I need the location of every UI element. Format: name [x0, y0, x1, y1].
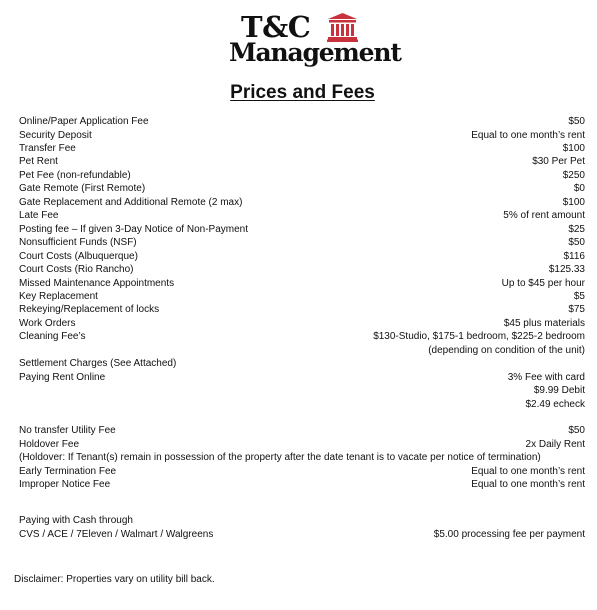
fee-value: 3% Fee with card — [507, 372, 585, 383]
fee-row — [19, 438, 585, 452]
fee-label: Gate Replacement and Additional Remote (2 max) — [19, 196, 243, 208]
logo-text-management: Management — [229, 38, 401, 67]
fee-value: Equal to one month’s rent — [471, 129, 585, 141]
fee-value: $250 — [562, 169, 585, 181]
fee-row — [19, 371, 585, 385]
fee-label: Posting fee – If given 3-Day Notice of Non-Payment — [19, 223, 249, 235]
fee-row — [19, 223, 585, 237]
fee-value: $75 — [568, 304, 585, 315]
fee-row — [19, 182, 585, 196]
fee-value: $130-Studio, $175-1 bedroom, $225-2 bedroom — [373, 331, 585, 342]
fee-row — [19, 277, 585, 291]
cash-payment-heading: Paying with Cash through — [19, 515, 133, 526]
fee-row — [19, 330, 585, 344]
fee-label: Security Deposit — [19, 129, 92, 141]
fee-row — [19, 236, 585, 250]
fee-row — [19, 424, 585, 438]
fee-row — [19, 209, 585, 223]
fee-label: Paying Rent Online — [19, 372, 106, 383]
fee-row — [19, 169, 585, 183]
fee-value: $0 — [573, 183, 585, 194]
fee-label: Gate Remote (First Remote) — [19, 183, 146, 194]
fee-label: Court Costs (Albuquerque) — [19, 250, 138, 262]
fee-value: $9.99 Debit — [533, 385, 585, 396]
logo-text-tc: T&C — [241, 10, 311, 44]
company-logo — [229, 10, 401, 69]
fee-label: Rekeying/Replacement of locks — [19, 304, 160, 315]
fee-label: CVS / ACE / 7Eleven / Walmart / Walgreens — [19, 529, 214, 540]
fee-label: Online/Paper Application Fee — [19, 116, 149, 127]
fee-label: Early Termination Fee — [19, 465, 117, 477]
settlement-charges: Settlement Charges (See Attached) — [19, 358, 177, 369]
fee-value: 2x Daily Rent — [525, 438, 585, 450]
fee-label: Late Fee — [19, 210, 59, 221]
fee-label: Cleaning Fee’s — [19, 331, 86, 342]
fee-label: Pet Rent — [19, 156, 58, 167]
fee-value: $30 Per Pet — [532, 156, 585, 167]
fee-row — [19, 129, 585, 143]
fee-value: Equal to one month’s rent — [471, 479, 585, 490]
fee-value: $25 — [568, 223, 585, 235]
fee-value: $125.33 — [548, 264, 585, 275]
fee-value: $50 — [568, 237, 585, 248]
fee-value: $5 — [573, 291, 585, 302]
fee-label: Key Replacement — [19, 291, 98, 302]
fee-value: $50 — [568, 116, 585, 127]
fee-row — [19, 250, 585, 264]
cleaning-note: (depending on condition of the unit) — [428, 345, 585, 356]
fee-value: $2.49 echeck — [525, 398, 585, 410]
fee-value: 5% of rent amount — [503, 210, 585, 221]
fee-label: Court Costs (Rio Rancho) — [19, 264, 134, 275]
fee-row — [19, 263, 585, 277]
fee-row — [19, 528, 585, 542]
fee-row — [19, 303, 585, 317]
fee-row — [19, 196, 585, 210]
fee-row — [19, 115, 585, 129]
fee-row — [19, 155, 585, 169]
fee-label: Pet Fee (non-refundable) — [19, 169, 131, 181]
fee-value: $116 — [563, 250, 585, 262]
fee-row — [19, 317, 585, 331]
fee-label: Work Orders — [19, 317, 76, 329]
fee-value: Up to $45 per hour — [501, 277, 585, 289]
fee-row — [19, 465, 585, 479]
fee-value: $50 — [568, 425, 585, 436]
disclaimer: Disclaimer: Properties vary on utility bill back. — [14, 574, 215, 585]
fee-label: Nonsufficient Funds (NSF) — [19, 237, 137, 248]
page-title: Prices and Fees — [230, 82, 375, 103]
fee-row — [19, 142, 585, 156]
fee-row — [19, 478, 585, 492]
fee-value: $100 — [562, 143, 585, 154]
fee-label: Holdover Fee — [19, 438, 80, 450]
fee-value: $45 plus materials — [503, 317, 585, 329]
fee-label: Improper Notice Fee — [19, 479, 111, 490]
fee-value: $5.00 processing fee per payment — [433, 529, 585, 540]
fee-row — [19, 290, 585, 304]
holdover-note: (Holdover: If Tenant(s) remain in possession of the property after the date tenant is to vacate per notice of termination) — [19, 452, 541, 463]
fee-label: No transfer Utility Fee — [19, 425, 116, 436]
fee-label: Missed Maintenance Appointments — [19, 277, 175, 289]
fee-value: $100 — [562, 196, 585, 208]
fee-label: Transfer Fee — [19, 143, 76, 154]
fee-value: Equal to one month’s rent — [471, 465, 585, 477]
